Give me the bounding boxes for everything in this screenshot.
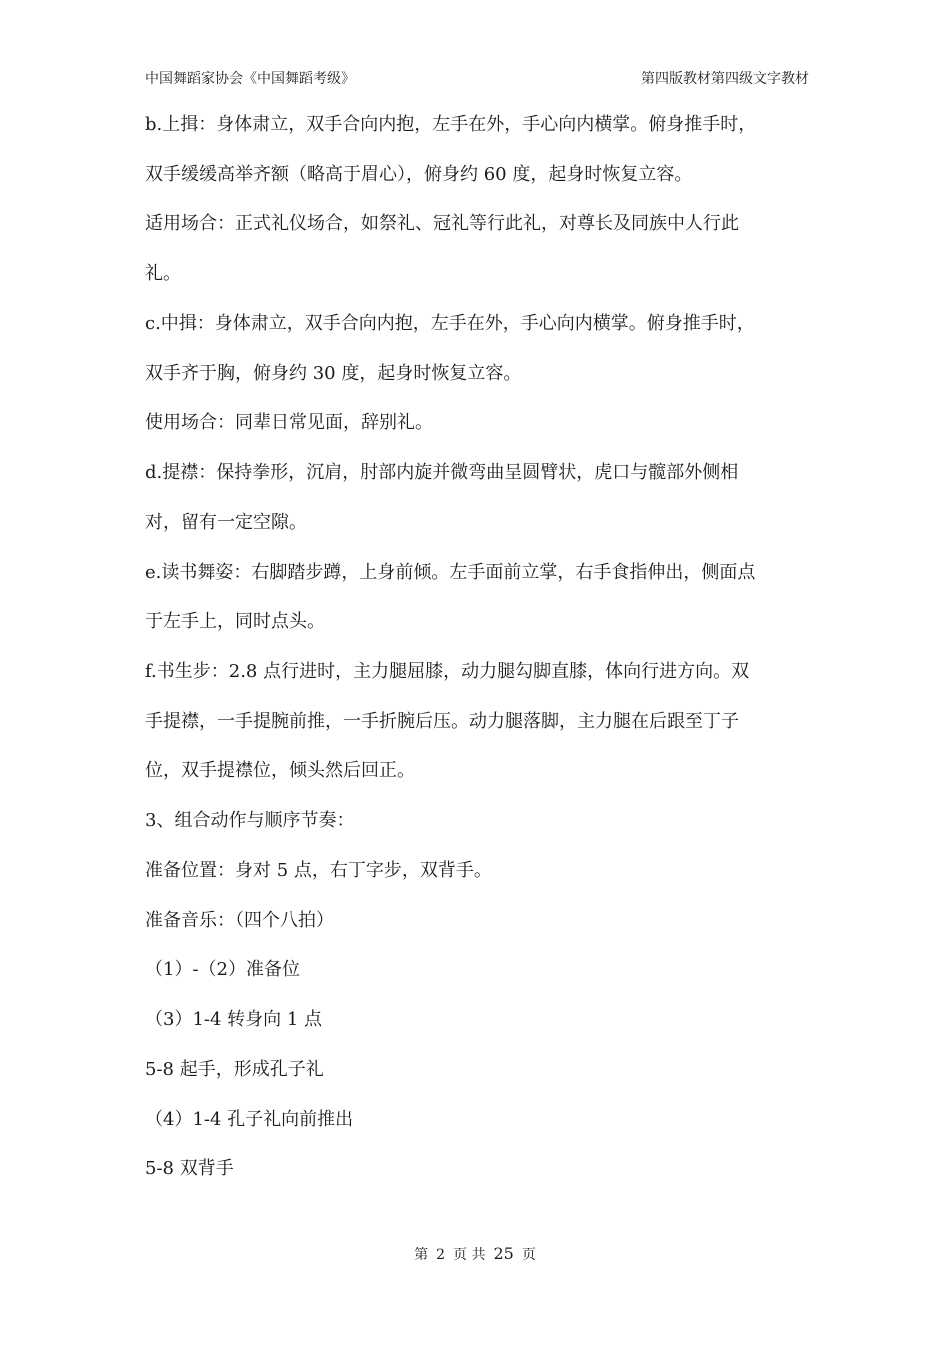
page-footer — [0, 1243, 950, 1266]
page-header — [145, 68, 809, 90]
text-line: （1）-（2）准备位 — [145, 959, 300, 980]
section-heading: 3、组合动作与顺序节奏： — [145, 810, 355, 831]
text-line: 准备音乐：（四个八拍） — [145, 910, 334, 931]
text-line: 对，留有一定空隙。 — [145, 512, 307, 533]
text-line: 双手齐于胸，俯身约 30 度，起身时恢复立容。 — [145, 363, 522, 384]
text-line: 5-8 双背手 — [145, 1158, 234, 1179]
text-line: 使用场合：同辈日常见面，辞别礼。 — [145, 412, 433, 433]
text-line: 于左手上，同时点头。 — [145, 611, 325, 632]
text-line: 准备位置：身对 5 点，右丁字步，双背手。 — [145, 860, 492, 881]
text-line: e.读书舞姿：右脚踏步蹲，上身前倾。左手面前立掌，右手食指伸出，侧面点 — [145, 562, 756, 583]
footer-middle: 页 共 — [453, 1247, 486, 1263]
text-line: 5-8 起手，形成孔子礼 — [145, 1059, 324, 1080]
header-left-title: 中国舞蹈家协会《中国舞蹈考级》 — [145, 71, 355, 87]
footer-prefix: 第 — [414, 1247, 429, 1263]
text-line: 礼。 — [145, 263, 181, 284]
text-line: f.书生步：2.8 点行进时，主力腿屈膝，动力腿勾脚直膝，体向行进方向。双 — [145, 661, 750, 682]
text-line: 手提襟，一手提腕前推，一手折腕后压。动力腿落脚，主力腿在后跟至丁子 — [145, 711, 739, 732]
text-line: c.中揖：身体肃立，双手合向内抱，左手在外，手心向内横掌。俯身推手时， — [145, 313, 755, 334]
text-line: 双手缓缓高举齐额（略高于眉心），俯身约 60 度，起身时恢复立容。 — [145, 164, 693, 185]
text-line: 位，双手提襟位，倾头然后回正。 — [145, 760, 415, 781]
text-line: b.上揖：身体肃立，双手合向内抱，左手在外，手心向内横掌。俯身推手时， — [145, 114, 757, 135]
page-number: 2 — [436, 1247, 446, 1263]
header-right-title: 第四版教材第四级文字教材 — [641, 71, 809, 87]
text-line: d.提襟：保持拳形，沉肩，肘部内旋并微弯曲呈圆臂状，虎口与髋部外侧相 — [145, 462, 739, 483]
text-line: （3）1-4 转身向 1 点 — [145, 1009, 323, 1030]
text-line: （4）1-4 孔子礼向前推出 — [145, 1109, 354, 1130]
text-line: 适用场合：正式礼仪场合，如祭礼、冠礼等行此礼，对尊长及同族中人行此 — [145, 213, 739, 234]
footer-suffix: 页 — [521, 1247, 536, 1263]
total-pages: 25 — [493, 1244, 514, 1263]
